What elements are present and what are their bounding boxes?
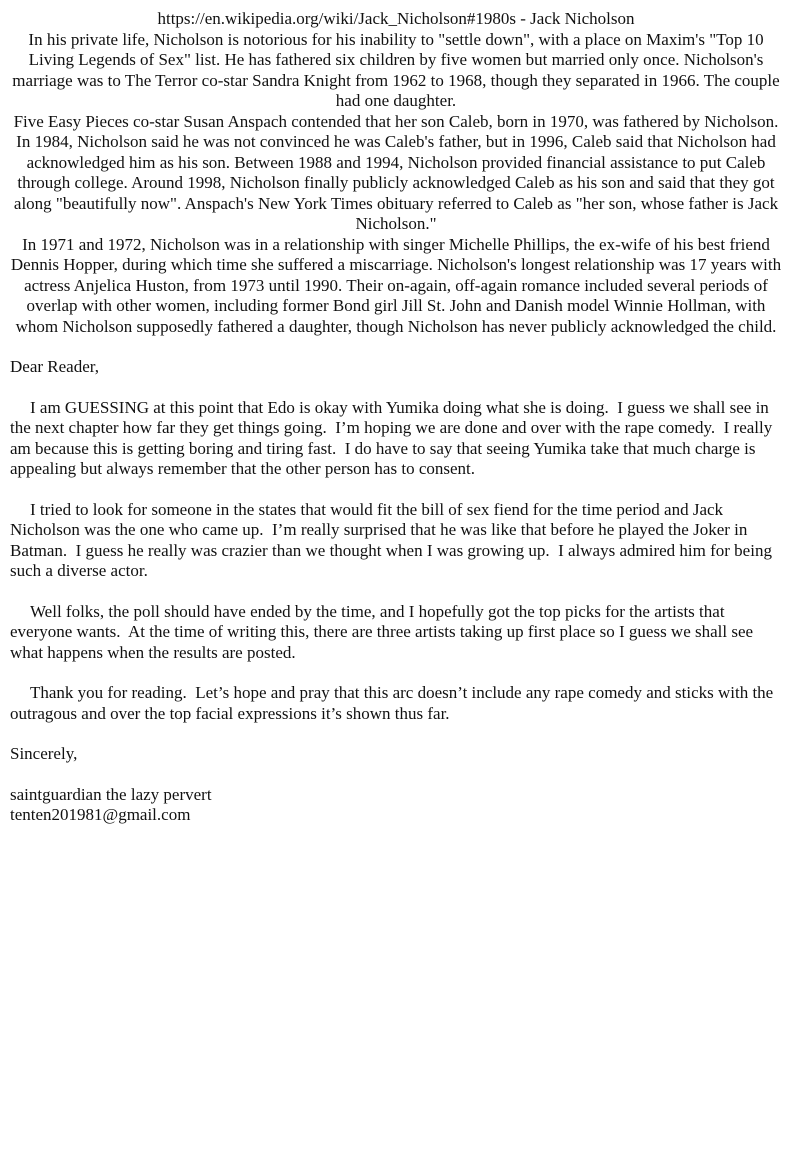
letter-paragraph-nicholson: I tried to look for someone in the states that would fit the bill of sex fiend for the time period and Jack Nicholson was the one who came up. I’m really surprised that he was like that before he played the Joker in Batman. I guess he really was crazier than we thought when I was growing up. I always admired him for being such a diverse actor.	[10, 499, 777, 580]
wiki-paragraph-relationships: In 1971 and 1972, Nicholson was in a relationship with singer Michelle Phillips, the ex-wife of his best friend Dennis Hopper, during which time she suffered a miscarriage. Nicholson's longest relationship was 17 years with actress Anjelica Huston, from 1973 until 1990. Their on-again, off-again romance included several periods of overlap with other women, including former Bond girl Jill St. John and Danish model Winnie Hollman, with whom Nicholson supposedly fathered a daughter, though Nicholson has never publicly acknowledged the child.	[10, 234, 786, 336]
letter-paragraph-guessing: I am GUESSING at this point that Edo is okay with Yumika doing what she is doing. I guess we shall see in the next chapter how far they get things going. I’m hoping we are done and over with the rape comedy. I really am because this is getting boring and tiring fast. I do have to say that seeing Yumika take that much charge is appealing but always remember that the other person has to consent.	[10, 397, 777, 478]
letter-paragraph-poll: Well folks, the poll should have ended by the time, and I hopefully got the top picks for the artists that everyone wants. At the time of writing this, there are three artists taking up first place so I guess we shall see what happens when the results are posted.	[10, 601, 758, 662]
wikipedia-excerpt-block	[10, 9, 786, 337]
source-url-line: https://en.wikipedia.org/wiki/Jack_Nicholson#1980s - Jack Nicholson	[157, 9, 635, 28]
wiki-paragraph-private-life: In his private life, Nicholson is notorious for his inability to "settle down", with a place on Maxim's "Top 10 Living Legends of Sex" list. He has fathered six children by five women but married only once. Nicholson's marriage was to The Terror co-star Sandra Knight from 1962 to 1968, though they separated in 1966. The couple had one daughter.	[12, 29, 784, 110]
letter-salutation: Dear Reader,	[10, 357, 99, 376]
letter-paragraph-thanks: Thank you for reading. Let’s hope and pray that this arc doesn’t include any rape comedy and sticks with the outragous and over the top facial expressions it’s shown thus far.	[10, 683, 778, 723]
signature-email: tenten201981@gmail.com	[10, 805, 191, 824]
signature-block	[10, 785, 782, 826]
signature-name: saintguardian the lazy pervert	[10, 784, 212, 804]
wiki-paragraph-caleb: Five Easy Pieces co-star Susan Anspach contended that her son Caleb, born in 1970, was fathered by Nicholson. In 1984, Nicholson said he was not convinced he was Caleb's father, but in 1996, Caleb said that Nicholson had acknowledged him as his son. Between 1988 and 1994, Nicholson provided financial assistance to put Caleb through college. Around 1998, Nicholson finally publicly acknowledged Caleb as his son and said that they got along "beautifully now". Anspach's New York Times obituary referred to Caleb as "her son, whose father is Jack Nicholson."	[13, 111, 783, 233]
letter-closing: Sincerely,	[10, 744, 78, 763]
